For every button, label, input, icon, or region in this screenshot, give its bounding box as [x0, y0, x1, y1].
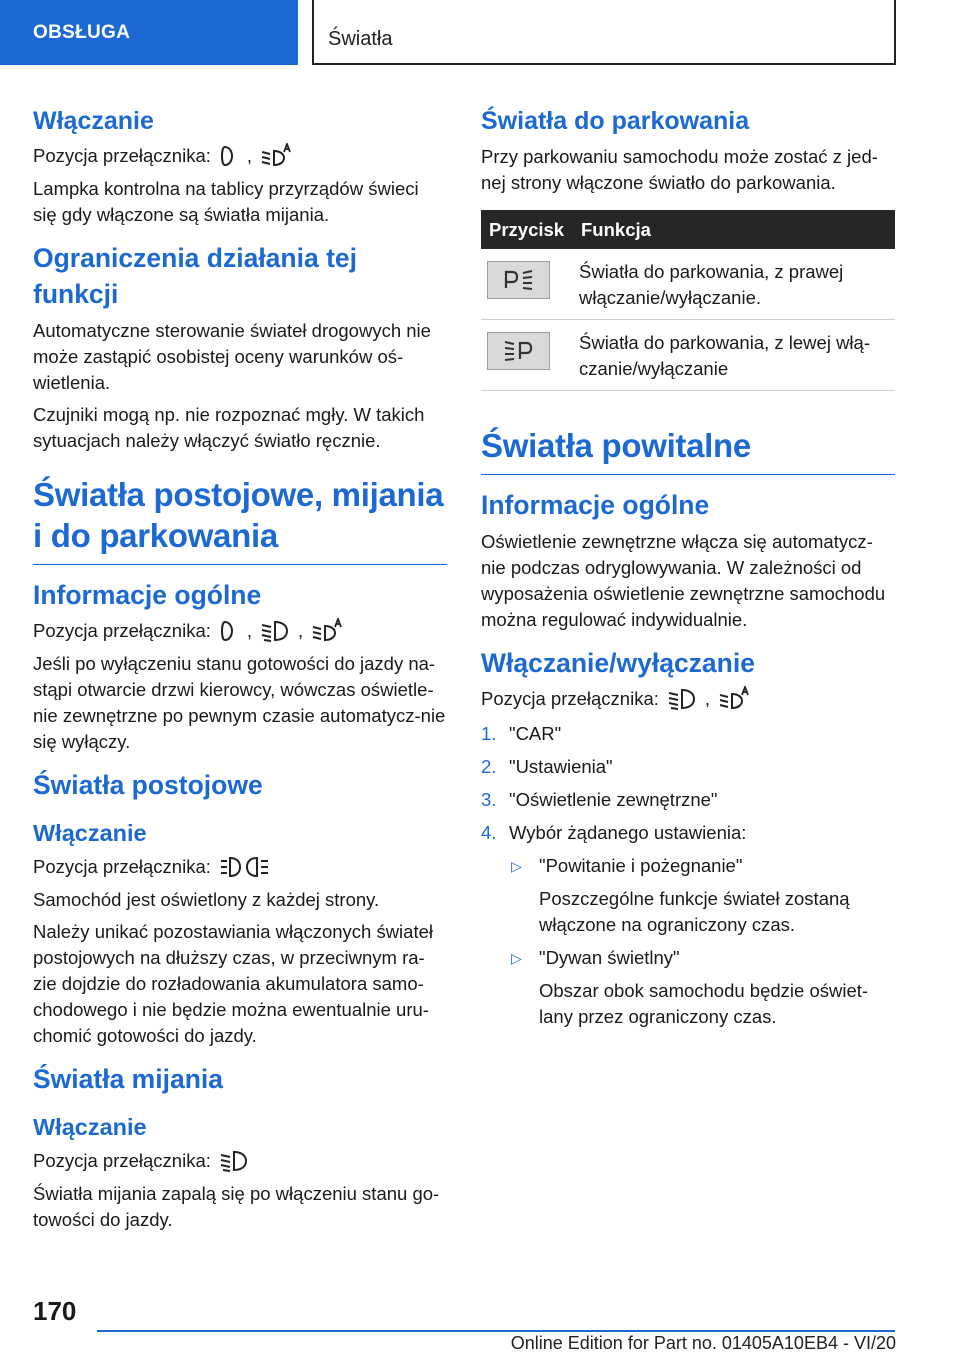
auto-headlight-icon	[260, 143, 292, 169]
step-text: Wybór żądanego ustawienia:	[509, 822, 747, 843]
step-number: 4.	[481, 822, 497, 843]
low-beam-icon	[260, 618, 290, 644]
heading-parking-lights: Światła postojowe	[33, 770, 263, 800]
paragraph: Automatyczne sterowanie świateł drogowych nie może zastąpić osobistej oceny warunków oś-wietlenia.	[33, 320, 431, 393]
page-header-title: Światła	[312, 0, 896, 65]
low-beam-icon	[219, 1148, 249, 1174]
switch-position-label: Pozycja przełącznika:	[481, 688, 659, 709]
footer-divider	[97, 1330, 895, 1332]
separator: ,	[246, 620, 253, 641]
heading-limitations: Ograniczenia działania tej funkcji	[33, 243, 357, 309]
heading-main-lights: Światła postojowe, mijania i do parkowania	[33, 474, 447, 565]
parking-light-table	[481, 210, 895, 391]
step-text: "Ustawienia"	[509, 756, 613, 777]
auto-headlight-icon	[311, 618, 343, 644]
switch-position-label: Pozycja przełącznika:	[33, 856, 211, 877]
switch-position-line	[33, 1147, 447, 1175]
parking-light-right-icon	[502, 268, 536, 292]
heading-general-info: Informacje ogólne	[33, 580, 262, 610]
list-item	[481, 787, 895, 813]
light-off-icon	[219, 143, 239, 169]
table-row	[481, 249, 895, 320]
heading-general-info: Informacje ogólne	[481, 490, 710, 520]
paragraph: Światła mijania zapalą się po włączeniu stanu go-towości do jazdy.	[33, 1183, 440, 1230]
option-label: "Powitanie i pożegnanie"	[539, 855, 743, 876]
list-item	[481, 721, 895, 747]
heading-wlaczanie: Włączanie	[33, 1114, 147, 1140]
table-header-button: Przycisk	[481, 210, 573, 249]
option-description: Poszczególne funkcje świateł zostaną włączone na ograniczony czas.	[539, 888, 850, 935]
list-item	[481, 820, 895, 1030]
parking-lights-icon	[219, 854, 271, 880]
separator: ,	[246, 145, 253, 166]
triangle-bullet-icon: ▷	[511, 950, 522, 966]
section-tab: OBSŁUGA	[0, 0, 298, 65]
option-label: "Dywan świetlny"	[539, 947, 680, 968]
heading-welcome-lights: Światła powitalne	[481, 425, 895, 475]
step-number: 1.	[481, 723, 497, 744]
heading-wlaczanie: Włączanie	[33, 820, 147, 846]
sub-list	[509, 853, 895, 1030]
list-item	[481, 754, 895, 780]
heading-parking-side-lights: Światła do parkowania	[481, 107, 750, 135]
separator: ,	[704, 688, 711, 709]
table-header-function: Funkcja	[573, 210, 895, 249]
switch-position-line	[481, 685, 895, 713]
parking-light-left-button[interactable]	[487, 332, 550, 370]
switch-position-label: Pozycja przełącznika:	[33, 1150, 211, 1171]
heading-low-beam: Światła mijania	[33, 1064, 223, 1094]
footer-edition: Online Edition for Part no. 01405A10EB4 - VI/20	[510, 1333, 896, 1353]
paragraph: Lampka kontrolna na tablicy przyrządów świeci się gdy włączone są światła mijania.	[33, 178, 419, 225]
option-description: Obszar obok samochodu będzie oświet-lany przez ograniczony czas.	[539, 980, 869, 1027]
paragraph: Przy parkowaniu samochodu może zostać z jed-nej strony włączone światło do parkowania.	[481, 146, 878, 193]
triangle-bullet-icon: ▷	[511, 858, 522, 874]
paragraph: Oświetlenie zewnętrzne włącza się automatycz-nie podczas odryglowywania. W zależności od wyposażenia oświetlenie zewnętrzne samochodu można regulować indywidualnie.	[481, 531, 886, 630]
step-number: 2.	[481, 756, 497, 777]
table-cell-function: Światła do parkowania, z prawej włączanie/wyłączanie.	[573, 249, 895, 320]
step-number: 3.	[481, 789, 497, 810]
step-text: "CAR"	[509, 723, 562, 744]
low-beam-icon	[667, 686, 697, 712]
switch-position-label: Pozycja przełącznika:	[33, 620, 211, 641]
list-item	[509, 945, 895, 1030]
table-row	[481, 320, 895, 391]
switch-position-label: Pozycja przełącznika:	[33, 145, 211, 166]
paragraph: Jeśli po wyłączeniu stanu gotowości do jazdy na-stąpi otwarcie drzwi kierowcy, wówczas oświetle-nie zewnętrzne po pewnym czasie automatycz-nie się wyłączy.	[33, 653, 446, 752]
light-off-icon	[219, 618, 239, 644]
page-number: 170	[33, 1296, 77, 1326]
parking-light-left-icon	[502, 339, 536, 363]
paragraph: Należy unikać pozostawiania włączonych świateł postojowych na dłuższy czas, w przeciwnym ra-zie dojdzie do rozładowania akumulatora samo-chodowego i nie będzie można ewentualnie uru-chomić gotowości do jazdy.	[33, 921, 433, 1046]
step-text: "Oświetlenie zewnętrzne"	[509, 789, 718, 810]
auto-headlight-icon	[718, 686, 750, 712]
left-column	[33, 100, 447, 1233]
switch-position-line	[33, 617, 447, 645]
parking-light-right-button[interactable]	[487, 261, 550, 299]
heading-wlaczanie: Włączanie	[33, 107, 154, 135]
paragraph: Samochód jest oświetlony z każdej strony.	[33, 889, 380, 910]
table-cell-function: Światła do parkowania, z lewej włą-czanie/wyłączanie	[573, 320, 895, 391]
switch-position-line	[33, 142, 447, 170]
separator: ,	[298, 620, 304, 641]
steps-list	[481, 721, 895, 1030]
right-column	[481, 100, 895, 1030]
paragraph: Czujniki mogą np. nie rozpoznać mgły. W takich sytuacjach należy włączyć światło ręcznie.	[33, 404, 425, 451]
list-item	[509, 853, 895, 938]
switch-position-line	[33, 853, 447, 881]
heading-on-off: Włączanie/wyłączanie	[481, 648, 755, 678]
